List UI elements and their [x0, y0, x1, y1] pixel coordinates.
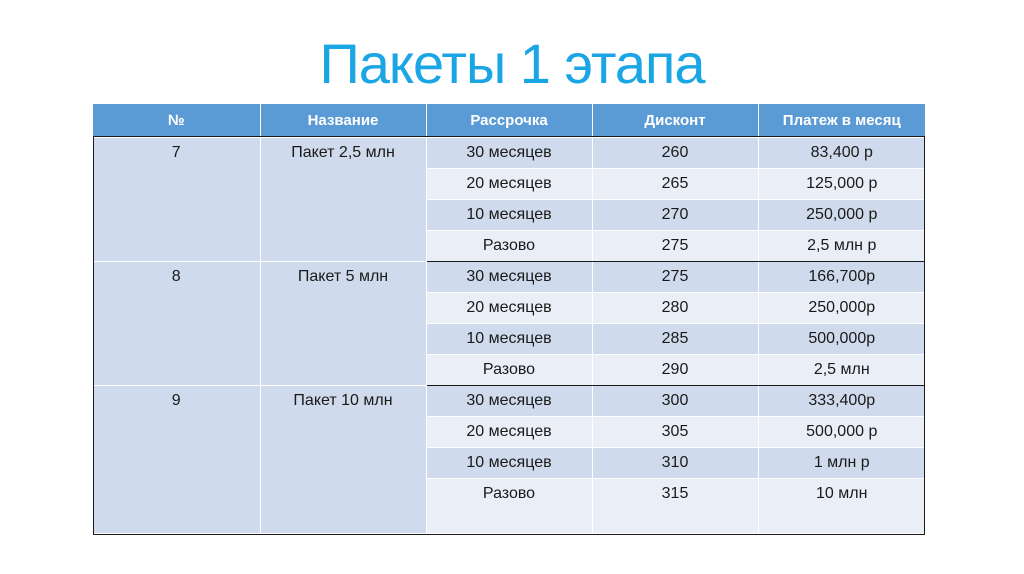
- installment-term: 10 месяцев: [426, 200, 592, 231]
- monthly-payment: 2,5 млн: [758, 355, 925, 386]
- monthly-payment: 250,000 р: [758, 200, 925, 231]
- installment-term: Разово: [426, 479, 592, 534]
- monthly-payment: 83,400 р: [758, 137, 925, 169]
- package-number: 7: [93, 137, 260, 262]
- installment-term: 10 месяцев: [426, 448, 592, 479]
- installment-term: 30 месяцев: [426, 262, 592, 293]
- monthly-payment: 10 млн: [758, 479, 925, 534]
- package-number: 8: [93, 262, 260, 386]
- discount-value: 270: [592, 200, 758, 231]
- discount-value: 310: [592, 448, 758, 479]
- installment-term: 30 месяцев: [426, 386, 592, 417]
- discount-value: 260: [592, 137, 758, 169]
- header-discount: Дисконт: [592, 104, 758, 137]
- monthly-payment: 250,000р: [758, 293, 925, 324]
- header-name: Название: [260, 104, 426, 137]
- discount-value: 265: [592, 169, 758, 200]
- packages-table: [93, 104, 925, 534]
- header-number: №: [93, 104, 260, 137]
- package-name: Пакет 2,5 млн: [260, 137, 426, 262]
- table-row: [93, 137, 925, 169]
- package-name: Пакет 10 млн: [260, 386, 426, 534]
- monthly-payment: 500,000 р: [758, 417, 925, 448]
- monthly-payment: 2,5 млн р: [758, 231, 925, 262]
- discount-value: 280: [592, 293, 758, 324]
- package-number: 9: [93, 386, 260, 534]
- table-header-row: [93, 104, 925, 137]
- package-name: Пакет 5 млн: [260, 262, 426, 386]
- discount-value: 290: [592, 355, 758, 386]
- discount-value: 275: [592, 231, 758, 262]
- table-row: [93, 262, 925, 293]
- discount-value: 285: [592, 324, 758, 355]
- installment-term: Разово: [426, 231, 592, 262]
- discount-value: 275: [592, 262, 758, 293]
- monthly-payment: 166,700р: [758, 262, 925, 293]
- header-monthly-payment: Платеж в месяц: [758, 104, 925, 137]
- monthly-payment: 333,400р: [758, 386, 925, 417]
- header-installment: Рассрочка: [426, 104, 592, 137]
- slide-title: Пакеты 1 этапа: [319, 32, 705, 95]
- monthly-payment: 1 млн р: [758, 448, 925, 479]
- discount-value: 305: [592, 417, 758, 448]
- installment-term: 20 месяцев: [426, 417, 592, 448]
- installment-term: 30 месяцев: [426, 137, 592, 169]
- monthly-payment: 500,000р: [758, 324, 925, 355]
- monthly-payment: 125,000 р: [758, 169, 925, 200]
- installment-term: 10 месяцев: [426, 324, 592, 355]
- discount-value: 300: [592, 386, 758, 417]
- installment-term: 20 месяцев: [426, 169, 592, 200]
- discount-value: 315: [592, 479, 758, 534]
- installment-term: 20 месяцев: [426, 293, 592, 324]
- table-row: [93, 386, 925, 417]
- installment-term: Разово: [426, 355, 592, 386]
